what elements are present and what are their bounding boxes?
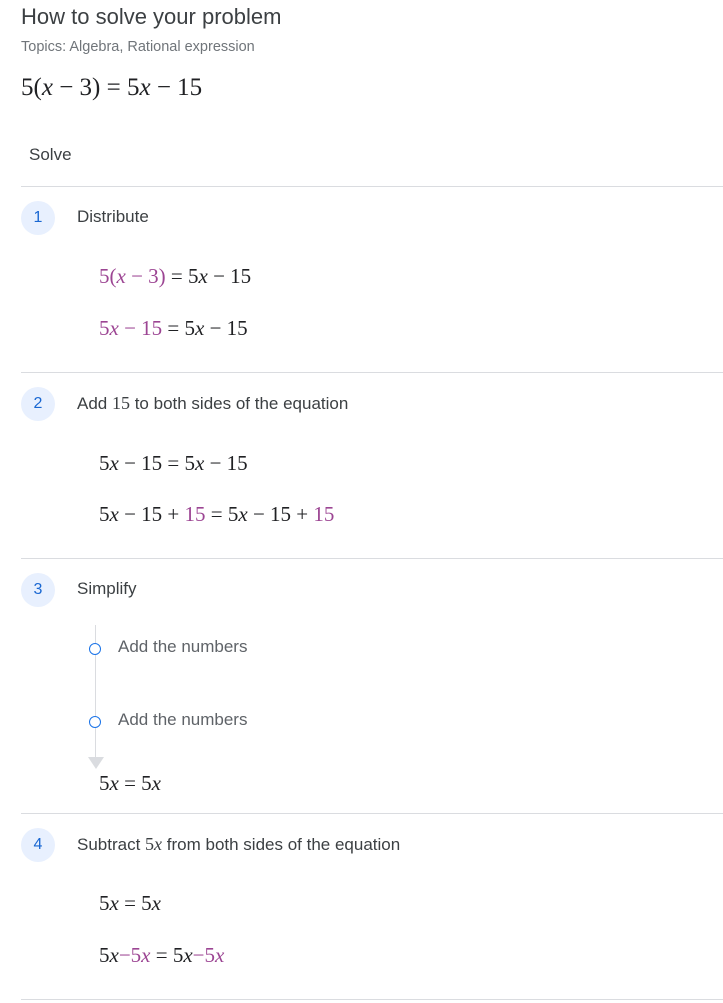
divider xyxy=(21,999,723,1000)
step-equation: 5x − 15 = 5x − 15 xyxy=(99,316,248,340)
step-equation: 5x − 15 + 15 = 5x − 15 + 15 xyxy=(99,502,335,526)
step-number-badge: 4 xyxy=(21,828,55,862)
step-title: Simplify xyxy=(77,579,137,598)
step-number-badge: 2 xyxy=(21,387,55,421)
divider xyxy=(21,813,723,814)
topics-label: Topics: Algebra, Rational expression xyxy=(21,39,255,55)
step-equation: 5x − 15 = 5x − 15 xyxy=(99,451,248,475)
step-number-badge: 1 xyxy=(21,201,55,235)
substep-expand-icon[interactable] xyxy=(89,716,101,728)
substep-expand-icon[interactable] xyxy=(89,643,101,655)
step-title: Distribute xyxy=(77,207,149,226)
step-equation: 5x = 5x xyxy=(99,891,161,915)
page-title: How to solve your problem xyxy=(21,4,282,29)
step-equation: 5x−5x = 5x−5x xyxy=(99,943,225,967)
step-title: Subtract 5x from both sides of the equation xyxy=(77,834,401,854)
solve-heading: Solve xyxy=(29,145,72,164)
step-result-equation: 5x = 5x xyxy=(99,771,161,795)
problem-equation: 5(x − 3) = 5x − 15 xyxy=(21,74,203,101)
substep-label[interactable]: Add the numbers xyxy=(118,637,248,656)
divider xyxy=(21,372,723,373)
step-number-badge: 3 xyxy=(21,573,55,607)
divider xyxy=(21,558,723,559)
step-title: Add 15 to both sides of the equation xyxy=(77,393,349,413)
step-equation: 5(x − 3) = 5x − 15 xyxy=(99,264,252,288)
substep-label[interactable]: Add the numbers xyxy=(118,710,248,729)
divider xyxy=(21,186,723,187)
arrow-down-icon xyxy=(88,757,104,769)
